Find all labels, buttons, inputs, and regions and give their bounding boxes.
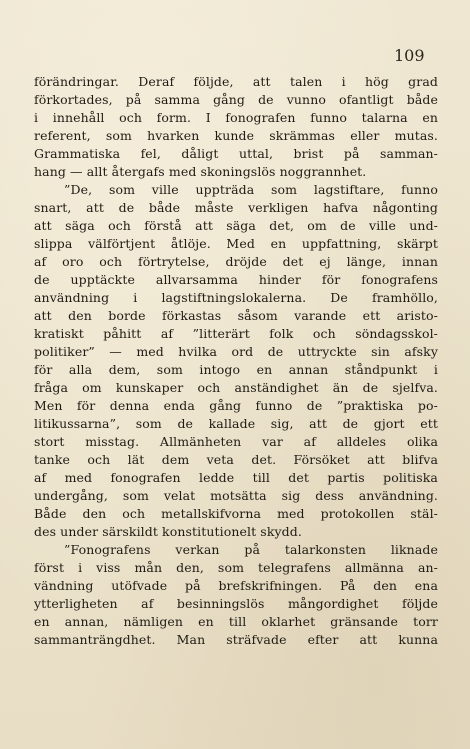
text-line: att säga och förstå att säga det, om de ville und- [34,218,438,233]
text-line: en annan, nämligen en till oklarhet gränsande torr [34,614,438,629]
text-line: att den borde förkastas såsom varande ett aristo- [34,308,438,323]
text-line: de upptäckte allvarsamma hinder för fonografens [34,272,438,287]
text-line: hang — allt återgafs med skoningslös noggrannhet. [34,164,367,179]
text-line: litikussarna”, som de kallade sig, att de gjort ett [34,416,438,431]
text-line: Grammatiska fel, dåligt uttal, brist på samman- [34,146,438,161]
text-line: förändringar. Deraf följde, att talen i hög grad [34,74,438,89]
text-line: ”Fonografens verkan på talarkonsten liknade [64,542,438,557]
text-line: politiker” — med hvilka ord de uttryckte sin afsky [34,344,438,359]
text-line: först i viss mån den, som telegrafens allmänna an- [34,560,438,575]
text-line: för alla dem, som intogo en annan ståndpunkt i [34,362,438,377]
page-number: 109 [394,46,425,65]
text-line: fråga om kunskaper och anständighet än de sjelfva. [34,380,438,395]
text-line: snart, att de både måste verkligen hafva någonting [34,200,438,215]
text-line: stort misstag. Allmänheten var af alldeles olika [34,434,438,449]
text-line: af med fonografen ledde till det partis politiska [34,470,438,485]
text-line: af oro och förtrytelse, dröjde det ej länge, innan [34,254,438,269]
text-line: kratiskt påhitt af ”litterärt folk och söndagsskol- [34,326,438,341]
text-line: vändning utöfvade på brefskrifningen. På den ena [34,578,438,593]
text-line: undergång, som velat motsätta sig dess användning. [34,488,438,503]
text-line: Men för denna enda gång funno de ”praktiska po- [34,398,438,413]
text-line: ”De, som ville uppträda som lagstiftare, funno [64,182,438,197]
text-line: förkortades, på samma gång de vunno ofantligt både [34,92,438,107]
body-text [34,73,438,649]
text-line: användning i lagstiftningslokalerna. De framhöllo, [34,290,438,305]
text-line: ytterligheten af besinningslös mångordighet följde [34,596,438,611]
text-line: i innehåll och form. I fonografen funno talarna en [34,110,438,125]
text-line: Både den och metallskifvorna med protokollen stäl- [34,506,438,521]
text-line: sammanträngdhet. Man sträfvade efter att kunna [34,632,438,647]
text-line: des under särskildt konstitutionelt skydd. [34,524,302,539]
text-line: tanke och lät dem veta det. Försöket att blifva [34,452,438,467]
text-line: referent, som hvarken kunde skrämmas eller mutas. [34,128,438,143]
text-line: slippa välförtjent åtlöje. Med en uppfattning, skärpt [34,236,438,251]
